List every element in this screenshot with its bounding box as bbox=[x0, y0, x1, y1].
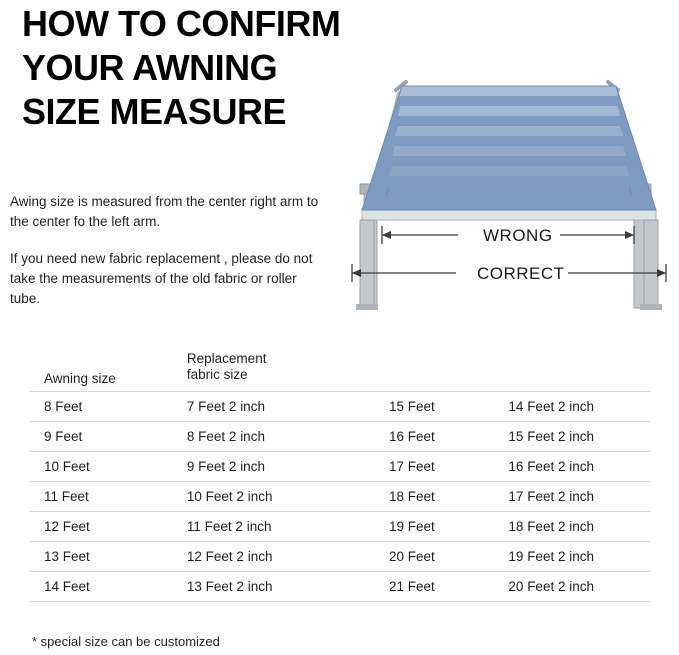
cell-fabric-size: 13 Feet 2 inch bbox=[173, 572, 375, 602]
page-title-line-2: YOUR AWNING bbox=[22, 47, 278, 88]
header-awning-size: Awning size bbox=[30, 344, 173, 392]
table-row bbox=[30, 392, 650, 422]
header-replacement-line-1: Replacement bbox=[186, 351, 267, 366]
header-replacement-line-2: fabric size bbox=[186, 367, 248, 382]
table-row bbox=[30, 452, 650, 482]
size-table-body bbox=[30, 392, 650, 602]
table-row bbox=[30, 512, 650, 542]
header-awning-size-2 bbox=[375, 344, 494, 392]
table-row bbox=[30, 422, 650, 452]
cell-awning-size-2: 20 Feet bbox=[375, 542, 494, 572]
footnote: * special size can be customized bbox=[32, 634, 220, 649]
awning-size-table bbox=[30, 344, 650, 602]
cell-fabric-size-2: 19 Feet 2 inch bbox=[494, 542, 650, 572]
cell-fabric-size-2: 14 Feet 2 inch bbox=[494, 392, 650, 422]
cell-fabric-size-2: 20 Feet 2 inch bbox=[494, 572, 650, 602]
wrong-measure-label: WRONG bbox=[483, 226, 553, 245]
correct-measure-label: CORRECT bbox=[477, 264, 565, 283]
cell-awning-size-2: 16 Feet bbox=[375, 422, 494, 452]
cell-fabric-size-2: 15 Feet 2 inch bbox=[494, 422, 650, 452]
cell-fabric-size-2: 18 Feet 2 inch bbox=[494, 512, 650, 542]
size-table-head bbox=[30, 344, 650, 392]
page-title-line-1: HOW TO CONFIRM bbox=[22, 3, 341, 44]
cell-fabric-size: 7 Feet 2 inch bbox=[173, 392, 375, 422]
table-header-row bbox=[30, 344, 650, 392]
cell-fabric-size: 12 Feet 2 inch bbox=[173, 542, 375, 572]
cell-awning-size: 8 Feet bbox=[30, 392, 173, 422]
cell-fabric-size-2: 16 Feet 2 inch bbox=[494, 452, 650, 482]
cell-awning-size: 14 Feet bbox=[30, 572, 173, 602]
cell-fabric-size: 8 Feet 2 inch bbox=[173, 422, 375, 452]
header-replacement-fabric-size bbox=[173, 344, 375, 392]
table-row bbox=[30, 482, 650, 512]
header-replacement-fabric-size-2 bbox=[494, 344, 650, 392]
cell-awning-size-2: 15 Feet bbox=[375, 392, 494, 422]
table-row bbox=[30, 572, 650, 602]
table-row bbox=[30, 542, 650, 572]
description-paragraph-1: Awing size is measured from the center right arm to the center fo the left arm. bbox=[10, 193, 319, 229]
cell-awning-size-2: 21 Feet bbox=[375, 572, 494, 602]
cell-fabric-size-2: 17 Feet 2 inch bbox=[494, 482, 650, 512]
description-paragraph-2: If you need new fabric replacement , please do not take the measurements of the old fabric or roller tube. bbox=[10, 250, 313, 306]
cell-awning-size-2: 19 Feet bbox=[375, 512, 494, 542]
cell-awning-size-2: 17 Feet bbox=[375, 452, 494, 482]
cell-awning-size: 10 Feet bbox=[30, 452, 173, 482]
page-title-line-3: SIZE MEASURE bbox=[22, 91, 287, 132]
cell-awning-size: 11 Feet bbox=[30, 482, 173, 512]
cell-awning-size: 12 Feet bbox=[30, 512, 173, 542]
cell-awning-size-2: 18 Feet bbox=[375, 482, 494, 512]
cell-fabric-size: 9 Feet 2 inch bbox=[173, 452, 375, 482]
size-table-container bbox=[30, 344, 650, 602]
cell-fabric-size: 11 Feet 2 inch bbox=[173, 512, 375, 542]
cell-awning-size: 13 Feet bbox=[30, 542, 173, 572]
cell-fabric-size: 10 Feet 2 inch bbox=[173, 482, 375, 512]
cell-awning-size: 9 Feet bbox=[30, 422, 173, 452]
